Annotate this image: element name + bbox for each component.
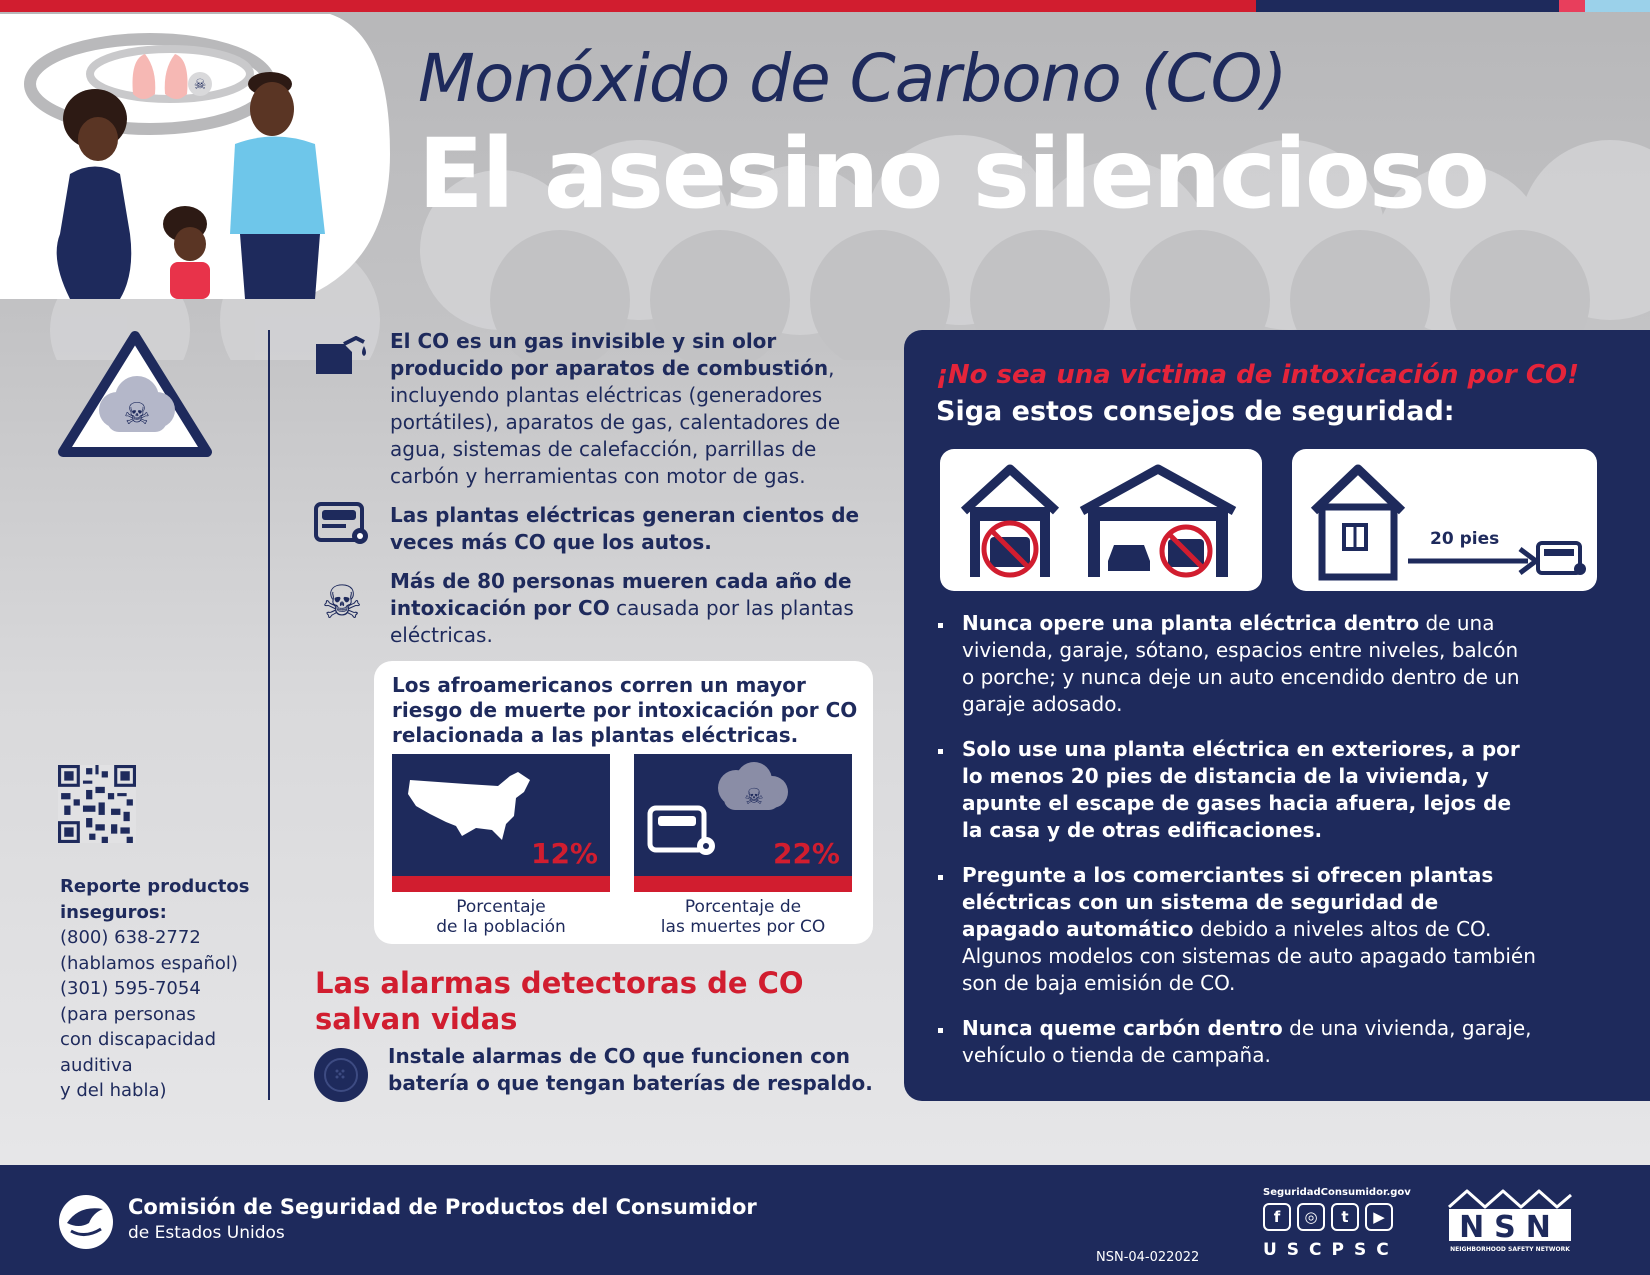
document-code: NSN-04-022022 [1096,1250,1200,1265]
footer [0,1165,1650,1275]
tips-warning: ¡No sea una victima de intoxicación por CO! [936,360,1579,390]
generator-smoke-icon [644,760,794,860]
nsn-logo [1445,1185,1575,1257]
report-title-1: Reporte productos [60,876,250,897]
family-illustration [0,14,390,299]
fact-2: Las plantas eléctricas generan cientos de veces más CO que los autos. [390,503,860,554]
gas-can-icon [314,336,370,376]
qr-code[interactable] [58,765,136,843]
no-generator-indoors-pictogram [940,449,1262,591]
report-phone-1-note: (hablamos español) [60,952,238,974]
facebook-icon[interactable]: f [1263,1203,1291,1231]
svg-text:☠: ☠ [193,77,207,93]
safety-tips-panel [904,330,1650,1101]
youtube-icon[interactable]: ▶ [1365,1203,1393,1231]
generator-20-feet-pictogram [1292,449,1597,591]
skull-crossbones-icon [318,572,366,628]
report-phone-2-note-1: (para personas [60,1003,196,1025]
tip-item: Solo use una planta eléctrica en exteriores, a por lo menos 20 pies de distancia de la vivienda, y apunte el escape de gases hacia afuera, lejos de la casa y de otras edificaciones. [936,736,1536,844]
report-phone-1[interactable]: (800) 638-2772 [60,927,201,948]
statistics-card [374,661,873,944]
cpsc-seal-logo [57,1193,115,1251]
population-caption: Porcentaje de la población [436,897,566,937]
us-map-icon [406,766,546,856]
fact-1: El CO es un gas invisible y sin olor producido por aparatos de combustión, incluyendo plantas eléctricas (generadores portátiles), aparatos de gas, calentadores de agua, sistemas de calefacción, parrillas de carbón y herramientas con motor de gas. [390,329,841,488]
tip-item: Pregunte a los comerciantes si ofrecen plantas eléctricas con un sistema de seguridad de apagado automático debido a niveles altos de CO. Algunos modelos con sistemas de auto apagado también son de baja emisión de CO. [936,862,1536,997]
report-unsafe-products [60,874,260,1104]
title-line-2: El asesino silencioso [418,118,1488,230]
deaths-percent: 22% [772,837,840,870]
website-link[interactable]: SeguridadConsumidor.gov [1263,1187,1411,1198]
report-phone-2-note-2: con discapacidad [60,1029,217,1050]
co-alarm-icon [313,1047,369,1103]
tips-list [936,610,1536,1087]
svg-text:NSN: NSN [1459,1210,1561,1245]
tip-item: Nunca queme carbón dentro de una vivienda, garaje, vehículo o tienda de campaña. [936,1015,1536,1069]
alarm-instruction: Instale alarmas de CO que funcionen con batería o que tengan baterías de respaldo. [388,1044,873,1095]
fact-3: Más de 80 personas mueren cada año de intoxicación por CO causada por las plantas eléctricas. [390,569,854,647]
instagram-icon[interactable]: ◎ [1297,1203,1325,1231]
report-phone-2[interactable]: (301) 595-7054 [60,978,201,999]
co-warning-triangle-icon [55,328,215,460]
social-handle: USCPSC [1263,1240,1399,1260]
report-phone-2-note-4: y del habla) [60,1080,167,1101]
social-icons [1263,1203,1393,1231]
deaths-stat-box [634,754,852,892]
cpsc-name-line-2: de Estados Unidos [128,1223,285,1243]
population-percent: 12% [530,837,598,870]
tips-subtitle: Siga estos consejos de seguridad: [936,396,1455,427]
svg-text:☠: ☠ [123,397,151,432]
distance-label: 20 pies [1430,529,1500,549]
svg-text:☠: ☠ [321,575,363,628]
top-color-bar [0,0,1650,12]
population-bar [392,876,610,892]
cpsc-name: Comisión de Seguridad de Productos del Consumidor [128,1195,757,1219]
report-title-2: inseguros: [60,901,167,923]
svg-text:☠: ☠ [744,785,764,810]
divider-line [268,330,270,1100]
deaths-bar [634,876,852,892]
svg-text:NEIGHBORHOOD SAFETY NETWORK: NEIGHBORHOOD SAFETY NETWORK [1450,1246,1570,1253]
population-stat-box [392,754,610,892]
title-line-1: Monóxido de Carbono (CO) [418,40,1287,117]
generator-icon [314,500,370,546]
tip-item: Nunca opere una planta eléctrica dentro de una vivienda, garaje, sótano, espacios entre niveles, balcón o porche; y nunca deje un auto encendido dentro de un garaje adosado. [936,610,1536,718]
report-phone-2-note-3: auditiva [60,1054,133,1076]
deaths-caption: Porcentaje de las muertes por CO [660,897,826,937]
twitter-icon[interactable]: t [1331,1203,1359,1231]
stat-card-heading: Los afroamericanos corren un mayor riesgo de muerte por intoxicación por CO relacionada a las plantas eléctricas. [392,673,858,747]
alarm-title: Las alarmas detectoras de CO salvan vidas [315,966,804,1036]
